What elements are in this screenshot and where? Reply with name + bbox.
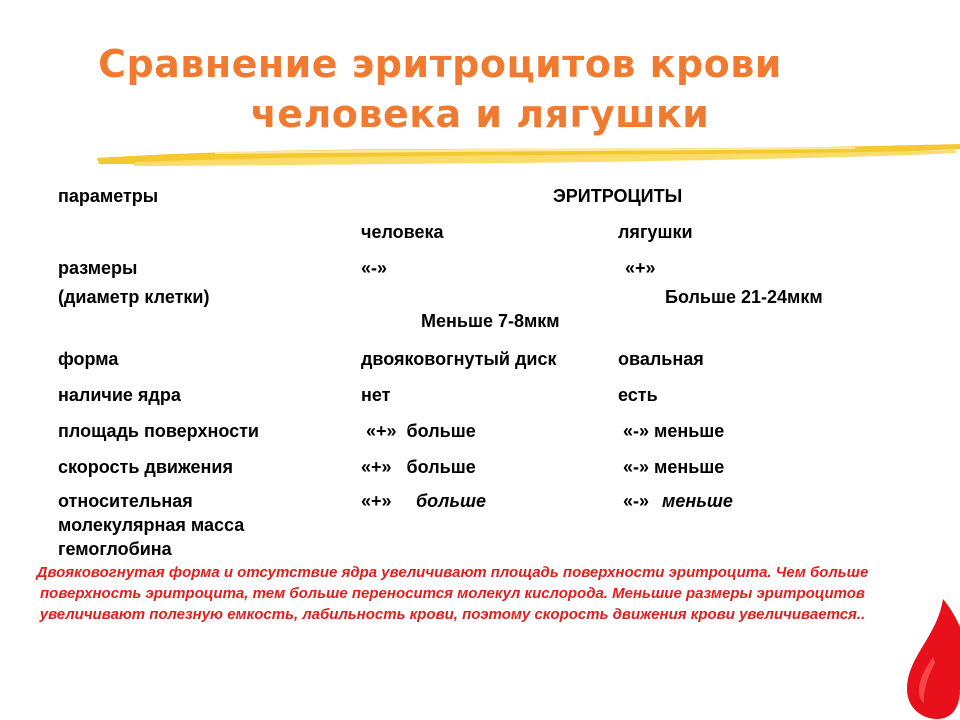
row-size-human-sign: «-» bbox=[361, 258, 388, 278]
note-line-2: поверхность эритроцита, тем больше переносится молекул кислорода. Меньшие размеры эритроцитов bbox=[40, 585, 865, 602]
row-mass-label-3: гемоглобина bbox=[58, 539, 172, 559]
row-speed-label: скорость движения bbox=[58, 457, 233, 477]
row-speed-frog: «-» меньше bbox=[618, 457, 725, 477]
row-shape-human: двояковогнутый диск bbox=[361, 349, 557, 369]
row-mass-frog-word: меньше bbox=[662, 491, 733, 511]
column-human: человека bbox=[361, 222, 444, 242]
row-surface-label: площадь поверхности bbox=[58, 421, 259, 441]
row-size-label: размеры bbox=[58, 258, 138, 278]
note-line-3: увеличивают полезную емкость, лабильность крови, поэтому скорость движения крови увеличивается.. bbox=[39, 606, 866, 623]
row-mass-frog-sign: «-» bbox=[618, 491, 650, 511]
row-surface-human: «+» больше bbox=[361, 421, 476, 441]
row-size-frog-sign: «+» bbox=[625, 258, 656, 278]
row-nucleus-label: наличие ядра bbox=[58, 385, 181, 405]
row-size-label-sub: (диаметр клетки) bbox=[58, 287, 210, 307]
header-parameters: параметры bbox=[58, 186, 159, 206]
title-line-1: Сравнение эритроцитов крови bbox=[98, 42, 782, 86]
blood-drop-icon bbox=[903, 597, 960, 720]
title-line-2: человека и лягушки bbox=[250, 92, 710, 136]
row-shape-frog: овальная bbox=[618, 349, 704, 369]
column-frog: лягушки bbox=[618, 222, 693, 242]
row-size-frog-value: Больше 21-24мкм bbox=[665, 287, 823, 307]
row-mass-label-1: относительная bbox=[58, 491, 193, 511]
row-surface-frog: «-» меньше bbox=[618, 421, 725, 441]
note-line-1: Двояковогнутая форма и отсутствие ядра увеличивают площадь поверхности эритроцита. Чем больше bbox=[36, 564, 869, 581]
highlight-stroke bbox=[95, 140, 960, 170]
row-size-human-value: Меньше 7-8мкм bbox=[421, 311, 560, 331]
row-mass-human-sign: «+» bbox=[361, 491, 392, 511]
row-shape-label: форма bbox=[58, 349, 119, 369]
row-nucleus-frog: есть bbox=[618, 385, 658, 405]
row-nucleus-human: нет bbox=[361, 385, 391, 405]
row-mass-label-2: молекулярная масса bbox=[58, 515, 245, 535]
row-mass-human-word: больше bbox=[416, 491, 487, 511]
header-erythrocytes: ЭРИТРОЦИТЫ bbox=[553, 186, 683, 206]
row-speed-human: «+» больше bbox=[361, 457, 476, 477]
